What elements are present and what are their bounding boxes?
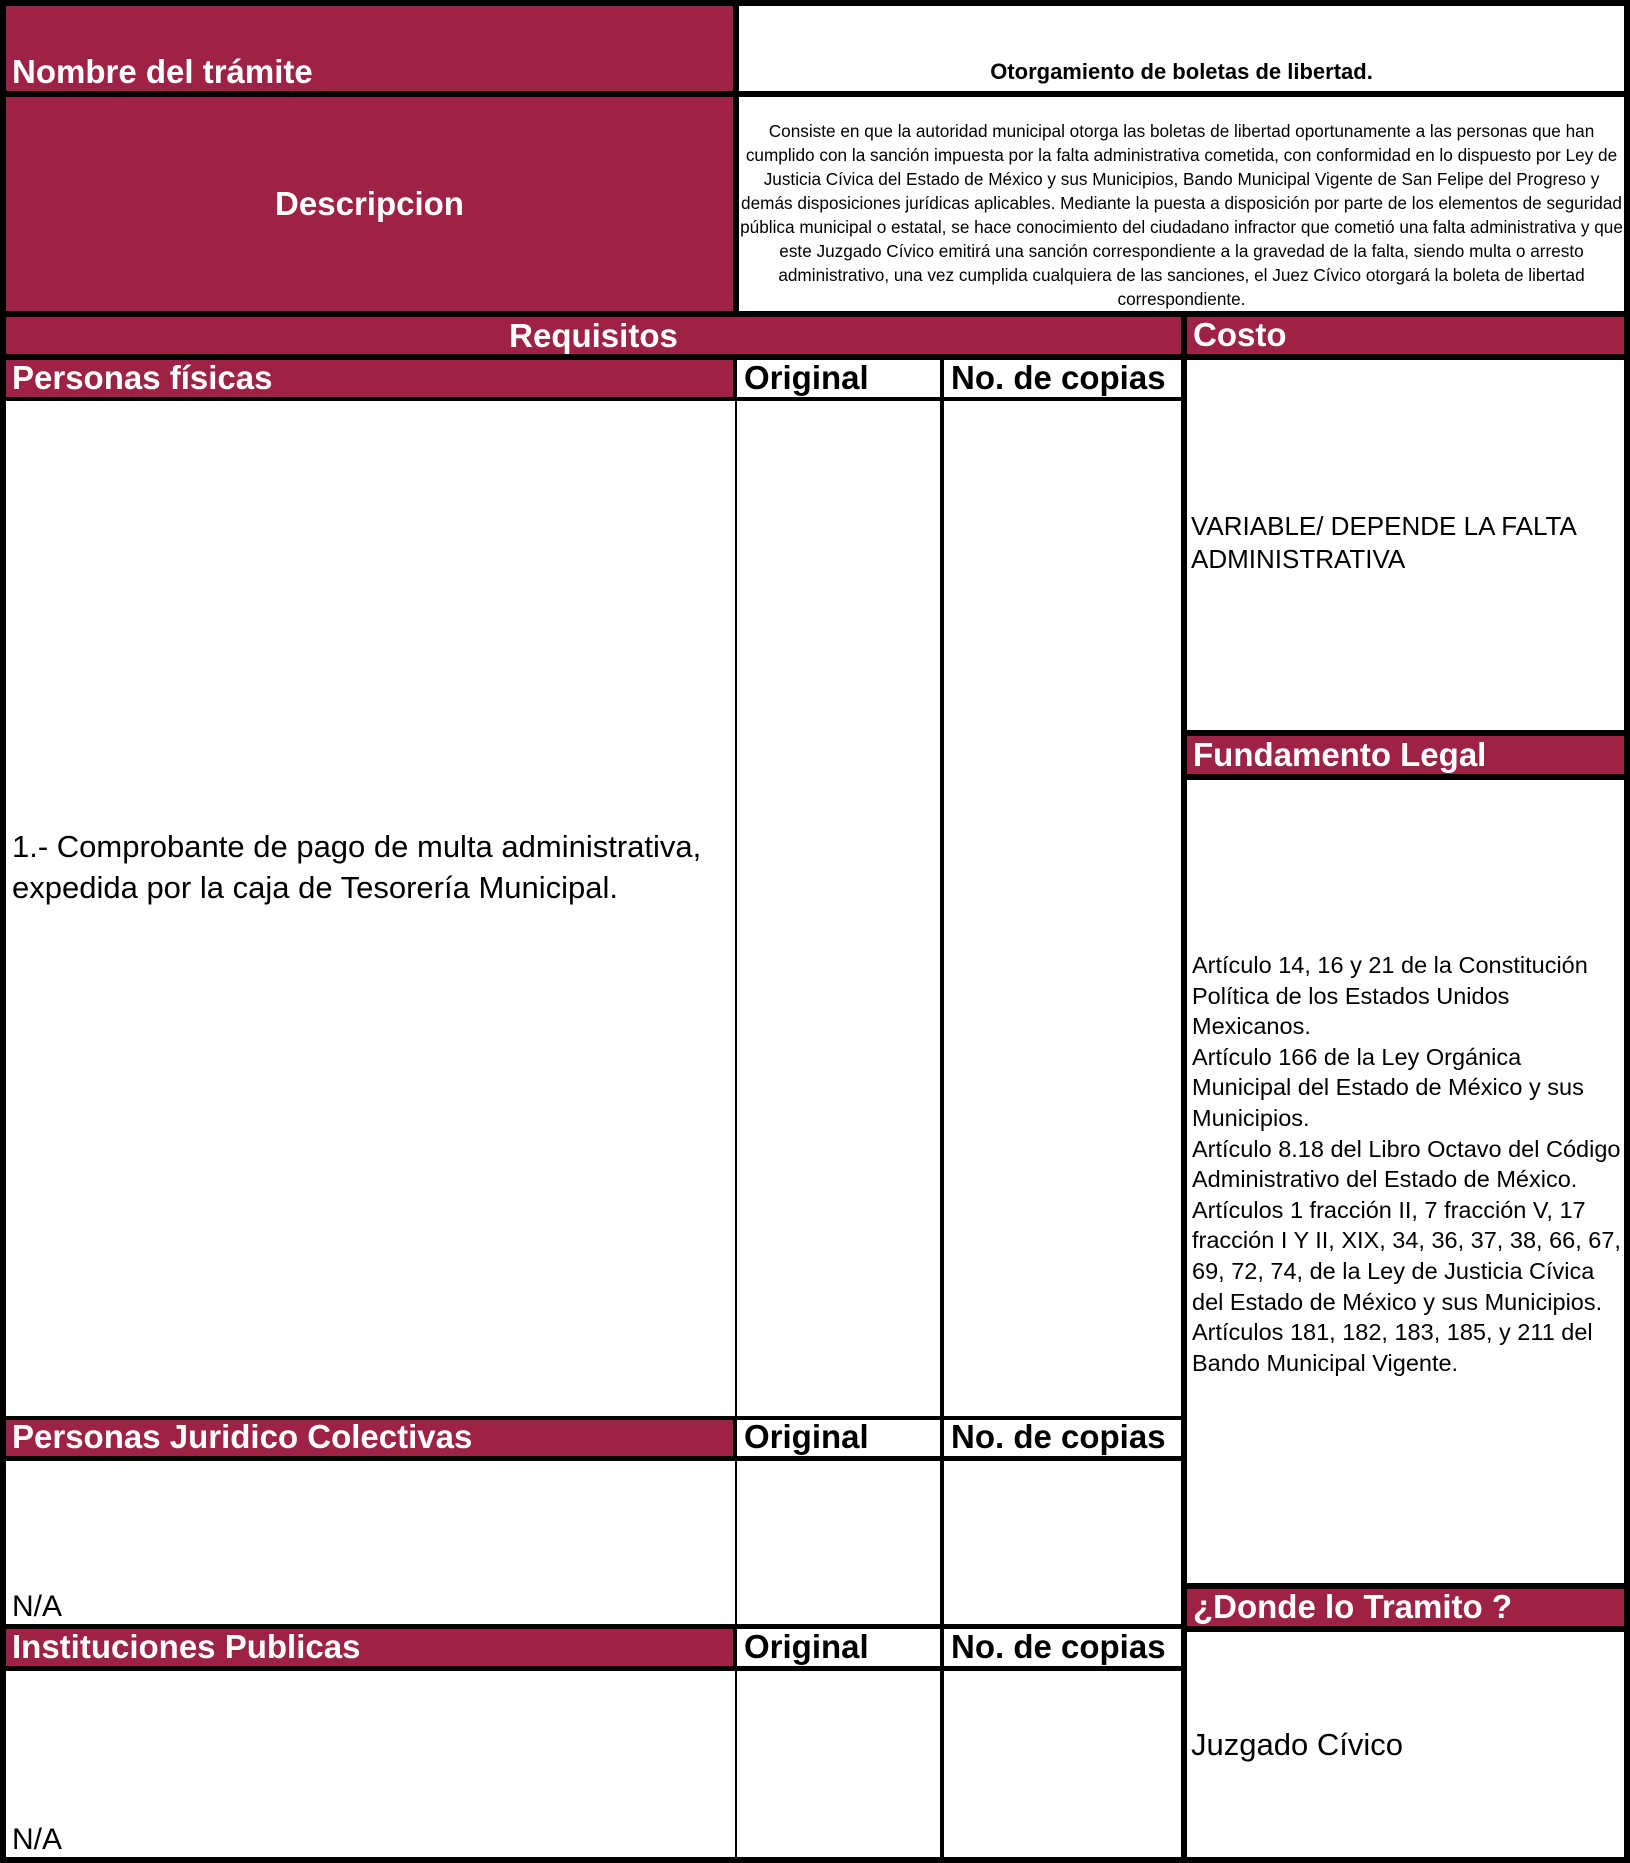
costo-value-cell <box>1187 360 1624 730</box>
fundamento-line-3: Artículo 8.18 del Libro Octavo del Código Administrativo del Estado de México. <box>1192 1135 1621 1193</box>
personas-colectivas-label-text: Personas Juridico Colectivas <box>12 1420 473 1455</box>
nombre-label <box>6 6 733 91</box>
fisicas-requisito: 1.- Comprobante de pago de multa administrativa, expedida por la caja de Tesorería Municipal. <box>12 829 702 905</box>
personas-fisicas-label-text: Personas físicas <box>12 360 273 396</box>
descripcion-value: Consiste en que la autoridad municipal otorga las boletas de libertad oportunamente a las personas que han cumplido con la sanción impuesta por la falta administrativa cometida, con conformidad en lo dispuesto por Ley de Justicia Cívica del Estado de México y sus Municipios, Bando Municipal Vigente de San Felipe del Progreso y demás disposiciones jurídicas aplicables. Mediante la puesta a disposición por parte de los elementos de seguridad pública municipal o estatal, se hace conocimiento del ciudadano infractor que cometió una falta administrativa y que este Juzgado Cívico emitirá una sanción correspondiente a la gravedad de la falta, siendo multa o arresto administrativo, una vez cumplida cualquiera de las sanciones, el Juez Cívico otorgará la boleta de libertad correspondiente. <box>740 121 1623 309</box>
publicas-body-cell <box>6 1671 735 1857</box>
requisitos-header <box>6 317 1181 354</box>
descripcion-label <box>6 97 733 311</box>
descripcion-label-text: Descripcion <box>275 185 464 222</box>
colectivas-original-text: Original <box>744 1420 869 1455</box>
fisicas-copias-cell <box>944 401 1181 1416</box>
fundamento-label <box>1187 736 1624 774</box>
donde-value-cell <box>1187 1632 1624 1857</box>
fundamento-line-2: Artículo 166 de la Ley Orgánica Municipal del Estado de México y sus Municipios. <box>1192 1043 1584 1131</box>
costo-label-text: Costo <box>1193 317 1287 353</box>
publicas-copias-header <box>944 1629 1181 1666</box>
instituciones-publicas-label-text: Instituciones Publicas <box>12 1629 361 1665</box>
personas-fisicas-label <box>6 360 733 397</box>
fisicas-copias-text: No. de copias <box>951 360 1166 396</box>
publicas-original-text: Original <box>744 1629 869 1665</box>
donde-value: Juzgado Cívico <box>1191 1726 1403 1762</box>
nombre-value: Otorgamiento de boletas de libertad. <box>990 59 1373 84</box>
fisicas-original-text: Original <box>744 360 869 396</box>
nombre-label-text: Nombre del trámite <box>12 53 313 90</box>
fisicas-original-cell <box>737 401 940 1416</box>
publicas-original-cell <box>737 1671 940 1857</box>
descripcion-value-cell <box>739 97 1624 311</box>
publicas-requisito: N/A <box>12 1823 63 1856</box>
nombre-value-cell <box>739 6 1624 91</box>
requisitos-title: Requisitos <box>509 317 678 354</box>
colectivas-copias-text: No. de copias <box>951 1420 1166 1455</box>
costo-value: VARIABLE/ DEPENDE LA FALTA ADMINISTRATIVA <box>1191 511 1576 574</box>
colectivas-original-header <box>737 1420 940 1456</box>
fisicas-original-header <box>737 360 940 397</box>
fundamento-label-text: Fundamento Legal <box>1193 736 1487 773</box>
colectivas-requisito: N/A <box>12 1590 63 1623</box>
personas-colectivas-label <box>6 1420 733 1456</box>
fisicas-body-cell <box>6 401 735 1416</box>
colectivas-body-cell <box>6 1461 735 1624</box>
publicas-copias-cell <box>944 1671 1181 1857</box>
donde-label <box>1187 1589 1624 1626</box>
costo-label <box>1187 317 1624 354</box>
publicas-original-header <box>737 1629 940 1666</box>
fundamento-value-cell <box>1187 780 1624 1583</box>
fundamento-line-4: Artículos 1 fracción II, 7 fracción V, 17 fracción I Y II, XIX, 34, 36, 37, 38, 66, 67, 69, 72, 74, de la Ley de Justicia Cívica del Estado de México y sus Municipios. <box>1192 1196 1621 1315</box>
donde-label-text: ¿Donde lo Tramito ? <box>1193 1589 1512 1625</box>
colectivas-original-cell <box>737 1461 940 1624</box>
publicas-copias-text: No. de copias <box>951 1629 1166 1665</box>
fisicas-copias-header <box>944 360 1181 397</box>
fundamento-line-1: Artículo 14, 16 y 21 de la Constitución Política de los Estados Unidos Mexicanos. <box>1192 952 1588 1040</box>
colectivas-copias-cell <box>944 1461 1181 1624</box>
colectivas-copias-header <box>944 1420 1181 1456</box>
instituciones-publicas-label <box>6 1629 733 1666</box>
fundamento-line-5: Artículos 181, 182, 183, 185, y 211 del Bando Municipal Vigente. <box>1192 1319 1593 1376</box>
